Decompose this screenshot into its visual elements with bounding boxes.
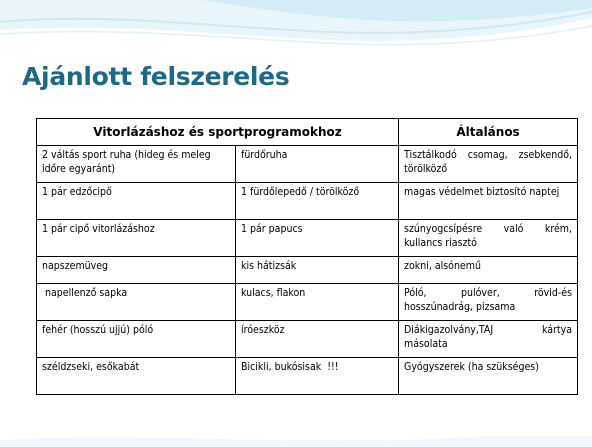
table-cell: napellenző sapka — [37, 284, 236, 321]
table-row — [37, 257, 578, 284]
table-row — [37, 183, 578, 220]
table-cell: széldzseki, esőkabát — [37, 358, 236, 395]
table-cell: fürdőruha — [236, 146, 399, 183]
table-cell: íróeszköz — [236, 321, 399, 358]
table-cell: Gyógyszerek (ha szükséges) — [399, 358, 578, 395]
table-cell: Póló, pulóver, rövid-és hosszúnadrág, pizsama — [399, 284, 578, 321]
table-cell: kulacs, flakon — [236, 284, 399, 321]
table-cell: szúnyogcsípésre való krém, kullancs riasztó — [399, 220, 578, 257]
table-row — [37, 321, 578, 358]
table-header-row — [37, 119, 578, 146]
table-cell: napszemüveg — [37, 257, 236, 284]
table-cell: 1 fürdőlepedő / törölköző — [236, 183, 399, 220]
header-sailing-sports: Vitorlázáshoz és sportprogramokhoz — [37, 119, 399, 146]
table-cell: fehér (hosszú ujjú) póló — [37, 321, 236, 358]
table-cell: kis hátizsák — [236, 257, 399, 284]
table-row — [37, 146, 578, 183]
table-cell: 1 pár cipő vitorlázáshoz — [37, 220, 236, 257]
table-cell: Bicikli, bukósisak !!! — [236, 358, 399, 395]
table-cell: 2 váltás sport ruha (hideg és meleg időre egyaránt) — [37, 146, 236, 183]
table-cell: Tisztálkodó csomag, zsebkendő, törölköző — [399, 146, 578, 183]
table-row — [37, 358, 578, 395]
table-cell: 1 pár edzőcipő — [37, 183, 236, 220]
table-cell: zokni, alsónemű — [399, 257, 578, 284]
table-cell: Diákigazolvány,TAJ kártya másolata — [399, 321, 578, 358]
table-cell: magas védelmet biztosító naptej — [399, 183, 578, 220]
equipment-table — [36, 118, 578, 395]
header-general: Általános — [399, 119, 578, 146]
table-row — [37, 220, 578, 257]
page-title: Ajánlott felszerelés — [22, 62, 290, 91]
table-row — [37, 284, 578, 321]
table-cell: 1 pár papucs — [236, 220, 399, 257]
